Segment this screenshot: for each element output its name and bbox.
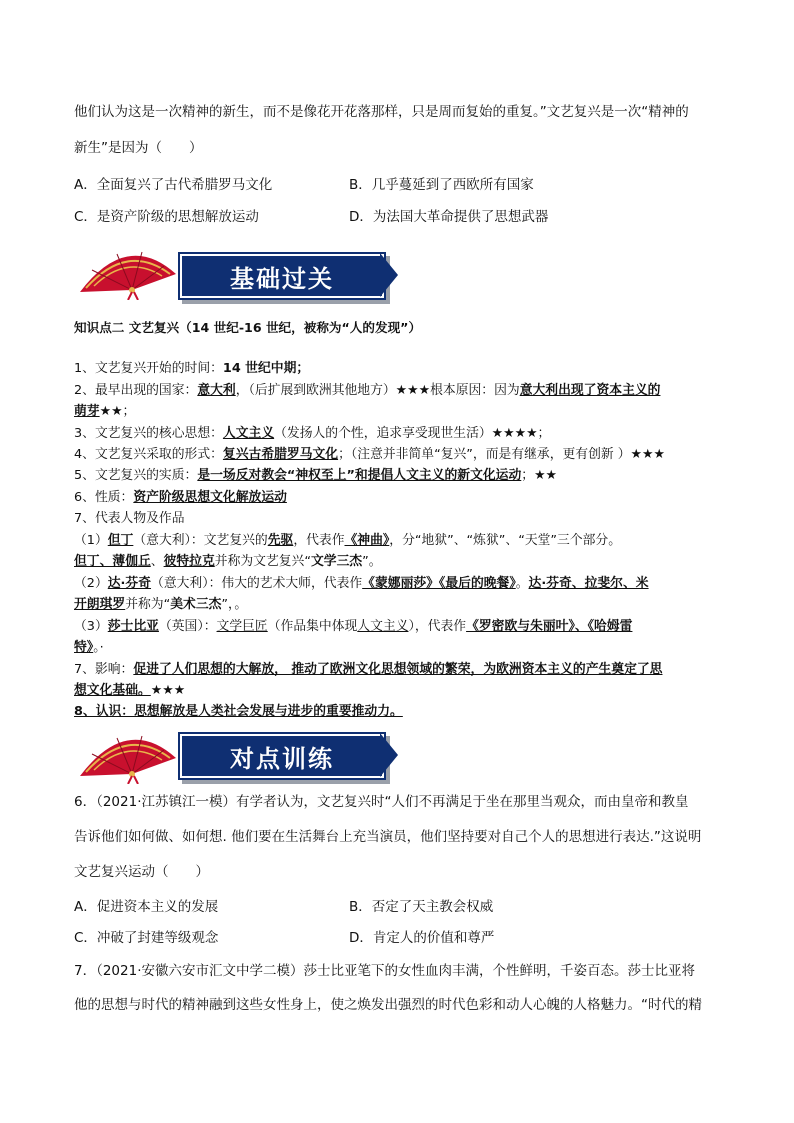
text-key: 但丁 bbox=[107, 533, 134, 548]
text-key: 《蒙娜丽莎》《最后的晚餐》 bbox=[362, 576, 516, 591]
banner-jichu-arrow bbox=[380, 253, 398, 297]
knowledge-line-2 bbox=[74, 380, 660, 401]
text-key: 达·芬奇 bbox=[107, 576, 152, 591]
text: ★★； bbox=[99, 404, 136, 419]
text: ，（后扩展到欧洲其他地方）★★★根本原因：因为 bbox=[235, 383, 520, 398]
text-key: 是一场反对教会“神权至上”和提倡人文主义的新文化运动 bbox=[197, 468, 522, 483]
text-key: 先驱 bbox=[267, 533, 294, 548]
text: （3） bbox=[74, 619, 108, 634]
text: 4、文艺复兴采取的形式： bbox=[74, 447, 223, 462]
text-key: 人文主义 bbox=[222, 426, 275, 441]
knowledge-line-15 bbox=[74, 680, 185, 701]
q6-stem-line3: 文艺复兴运动（ ） bbox=[74, 864, 209, 880]
knowledge-line-6 bbox=[74, 487, 287, 508]
text: 2、最早出现的国家： bbox=[74, 383, 198, 398]
q5-option-d[interactable]: D．为法国大革命提供了思想武器 bbox=[349, 209, 549, 225]
banner-duidian bbox=[180, 734, 384, 778]
text-bold: 14 世纪中期； bbox=[222, 361, 310, 376]
q6-stem-line1: 6．（2021·江苏镇江一模）有学者认为，文艺复兴时“人们不再满足于坐在那里当观众，而由皇帝和教皇 bbox=[74, 794, 689, 810]
text: ），代表作 bbox=[408, 619, 467, 634]
knowledge-line-5 bbox=[74, 465, 557, 486]
text: （1） bbox=[74, 533, 108, 548]
text-key: 《罗密欧与朱丽叶》、《哈姆雷 bbox=[466, 619, 633, 634]
banner-duidian-arrow bbox=[380, 733, 398, 777]
q7-stem-line1: 7．（2021·安徽六安市汇文中学二模）莎士比亚笔下的女性血肉丰满，个性鲜明，千姿百态。莎士比亚将 bbox=[74, 963, 695, 979]
knowledge-line-7: 7、代表人物及作品 bbox=[74, 511, 185, 526]
text: 。· bbox=[93, 640, 104, 655]
knowledge-line-10 bbox=[74, 573, 649, 594]
text-bold: 美术三杰 bbox=[170, 597, 222, 612]
q6-option-c[interactable]: C．冲破了封建等级观念 bbox=[74, 930, 219, 946]
text: ；（注意并非简单“复兴”，而是有继承，更有创新 ）★★★ bbox=[338, 447, 665, 462]
text: （意大利）：伟大的艺术大师，代表作 bbox=[151, 576, 363, 591]
text: ”，。 bbox=[221, 597, 248, 612]
text: 1、文艺复兴开始的时间： bbox=[74, 361, 223, 376]
q6-stem-line2: 告诉他们如何做、如何想. 他们要在生活舞台上充当演员，他们坚持要对自己个人的思想进行表达.”这说明 bbox=[74, 829, 702, 845]
text-key: 彼特拉克 bbox=[163, 554, 215, 569]
text: （2） bbox=[74, 576, 108, 591]
fan-icon bbox=[72, 724, 182, 784]
text-key: 但丁、薄伽丘 bbox=[74, 554, 151, 569]
text: 并称为文艺复兴“ bbox=[214, 554, 311, 569]
q5-stem-line1: 他们认为这是一次精神的新生，而不是像花开花落那样，只是周而复始的重复。”文艺复兴是一次“精神的 bbox=[74, 104, 689, 120]
knowledge-line-12 bbox=[74, 616, 632, 637]
text-underline: 人文主义 bbox=[357, 619, 409, 634]
text: ，分“地狱”、“炼狱”、“天堂”三个部分。 bbox=[389, 533, 622, 548]
q6-option-a[interactable]: A．促进资本主义的发展 bbox=[74, 899, 219, 915]
text: 。 bbox=[515, 576, 529, 591]
knowledge-line-9 bbox=[74, 551, 382, 572]
banner-duidian-title: 对点训练 bbox=[230, 743, 334, 773]
text: ；★★ bbox=[521, 468, 558, 483]
text-key: 达·芬奇、拉斐尔、米 bbox=[528, 576, 649, 591]
knowledge-line-16: 8、认识：思想解放是人类社会发展与进步的重要推动力。 bbox=[74, 704, 403, 719]
banner-jichu-title: 基础过关 bbox=[230, 263, 334, 293]
text-key: 特》 bbox=[74, 640, 94, 655]
knowledge-line-4 bbox=[74, 444, 665, 465]
text: 5、文艺复兴的实质： bbox=[74, 468, 198, 483]
text-key: 《神曲》 bbox=[344, 533, 390, 548]
text-key: 想文化基础。 bbox=[74, 683, 151, 698]
q6-option-d[interactable]: D．肯定人的价值和尊严 bbox=[349, 930, 495, 946]
text-key: 促进了人们思想的大解放， 推动了欧洲文化思想领域的繁荣，为欧洲资本主义的产生奠定了思 bbox=[133, 662, 663, 677]
q5-option-b[interactable]: B．几乎蔓延到了西欧所有国家 bbox=[349, 177, 534, 193]
knowledge-line-14 bbox=[74, 659, 662, 680]
banner-jichu bbox=[180, 254, 384, 298]
text-key: 莎士比亚 bbox=[107, 619, 159, 634]
text: （英国）： bbox=[158, 619, 217, 634]
text-key: 资产阶级思想文化解放运动 bbox=[133, 490, 287, 505]
q5-option-a[interactable]: A．全面复兴了古代希腊罗马文化 bbox=[74, 177, 273, 193]
text-underline: 文学巨匠 bbox=[216, 619, 268, 634]
q5-option-c[interactable]: C．是资产阶级的思想解放运动 bbox=[74, 209, 259, 225]
text-key: 意大利出现了资本主义的 bbox=[519, 383, 661, 398]
knowledge-line-1 bbox=[74, 358, 309, 379]
q5-stem-line2: 新生”是因为（ ） bbox=[74, 140, 203, 156]
fan-icon bbox=[72, 240, 182, 300]
q6-option-b[interactable]: B．否定了天主教会权威 bbox=[349, 899, 494, 915]
text-key: 萌芽 bbox=[74, 404, 100, 419]
text: ★★★ bbox=[150, 683, 186, 698]
text-key: 复兴古希腊罗马文化 bbox=[222, 447, 339, 462]
text-bold: 文学三杰 bbox=[310, 554, 363, 569]
knowledge-line-13 bbox=[74, 637, 104, 658]
text: ”。 bbox=[362, 554, 382, 569]
text: 7、影响： bbox=[74, 662, 134, 677]
knowledge-line-8 bbox=[74, 530, 621, 551]
text: 并称为“ bbox=[125, 597, 171, 612]
text: （作品集中体现 bbox=[267, 619, 358, 634]
text: ，代表作 bbox=[293, 533, 345, 548]
knowledge-heading: 知识点二 文艺复兴（14 世纪-16 世纪，被称为“人的发现”） bbox=[74, 320, 422, 335]
text: 、 bbox=[150, 554, 164, 569]
knowledge-line-3 bbox=[74, 423, 550, 444]
knowledge-line-2b bbox=[74, 401, 135, 422]
text: （意大利）：文艺复兴的 bbox=[133, 533, 268, 548]
q7-stem-line2: 他的思想与时代的精神融到这些女性身上，使之焕发出强烈的时代色彩和动人心魄的人格魅力。“时代的精 bbox=[74, 997, 702, 1013]
text-key: 开朗琪罗 bbox=[74, 597, 126, 612]
text-key: 意大利 bbox=[197, 383, 236, 398]
knowledge-line-11 bbox=[74, 594, 247, 615]
text: （发扬人的个性，追求享受现世生活）★★★★； bbox=[274, 426, 551, 441]
text: 6、性质： bbox=[74, 490, 134, 505]
text: 3、文艺复兴的核心思想： bbox=[74, 426, 223, 441]
